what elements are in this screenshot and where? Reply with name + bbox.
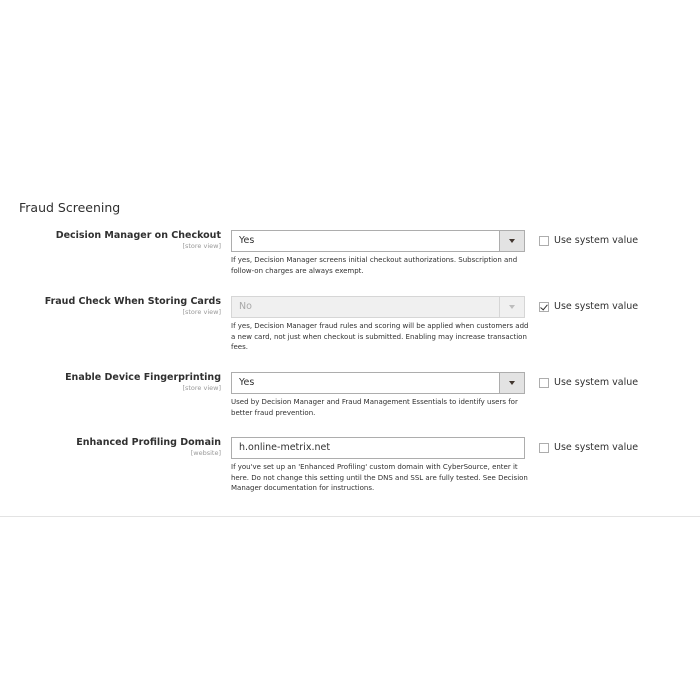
enhanced-profiling-domain-input[interactable] (231, 437, 525, 459)
scope-label: [store view] (182, 242, 221, 250)
field-label-wrap (21, 296, 221, 316)
field-note: If you've set up an 'Enhanced Profiling' custom domain with CyberSource, enter it here. Do not change this setting until the DNS and SSL are fully tested. See Decision Manager documentation for instructions. (231, 463, 528, 492)
use-system-value[interactable] (539, 377, 638, 388)
use-system-value-label: Use system value (554, 442, 639, 453)
use-system-value-label: Use system value (554, 301, 639, 312)
fraud-check-select (231, 296, 525, 318)
select-value: No (239, 301, 252, 312)
use-system-value-checkbox[interactable] (539, 443, 549, 453)
field-label-wrap (21, 437, 221, 457)
use-system-value-label: Use system value (554, 235, 639, 246)
select-value: Yes (239, 235, 255, 246)
use-system-value-checkbox[interactable] (539, 302, 549, 312)
use-system-value[interactable] (539, 442, 638, 453)
scope-label: [store view] (182, 308, 221, 316)
section-divider (0, 516, 700, 517)
scope-label: [store view] (182, 384, 221, 392)
field-label: Enhanced Profiling Domain (76, 437, 221, 448)
input-value: h.online-metrix.net (239, 442, 331, 453)
chevron-down-icon[interactable] (499, 231, 524, 251)
field-label-wrap (21, 372, 221, 392)
use-system-value-label: Use system value (554, 377, 639, 388)
use-system-value[interactable] (539, 235, 638, 246)
field-label: Enable Device Fingerprinting (65, 372, 221, 383)
scope-label: [website] (190, 449, 221, 457)
chevron-down-icon (499, 297, 524, 317)
field-label-wrap (21, 230, 221, 250)
decision-manager-select[interactable] (231, 230, 525, 252)
chevron-down-icon[interactable] (499, 373, 524, 393)
field-label: Fraud Check When Storing Cards (44, 296, 221, 307)
use-system-value-checkbox[interactable] (539, 378, 549, 388)
field-label: Decision Manager on Checkout (55, 230, 221, 241)
field-note: If yes, Decision Manager fraud rules and scoring will be applied when customers add a new card, not just when checkout is submitted. Enabling may increase transaction fees. (231, 322, 529, 351)
section-title: Fraud Screening (19, 200, 121, 215)
device-fingerprinting-select[interactable] (231, 372, 525, 394)
use-system-value-checkbox[interactable] (539, 236, 549, 246)
field-note: If yes, Decision Manager screens initial checkout authorizations. Subscription and follow-on charges are always exempt. (231, 256, 518, 275)
use-system-value[interactable] (539, 301, 638, 312)
select-value: Yes (239, 377, 255, 388)
field-note: Used by Decision Manager and Fraud Management Essentials to identify users for better fraud prevention. (231, 398, 518, 417)
